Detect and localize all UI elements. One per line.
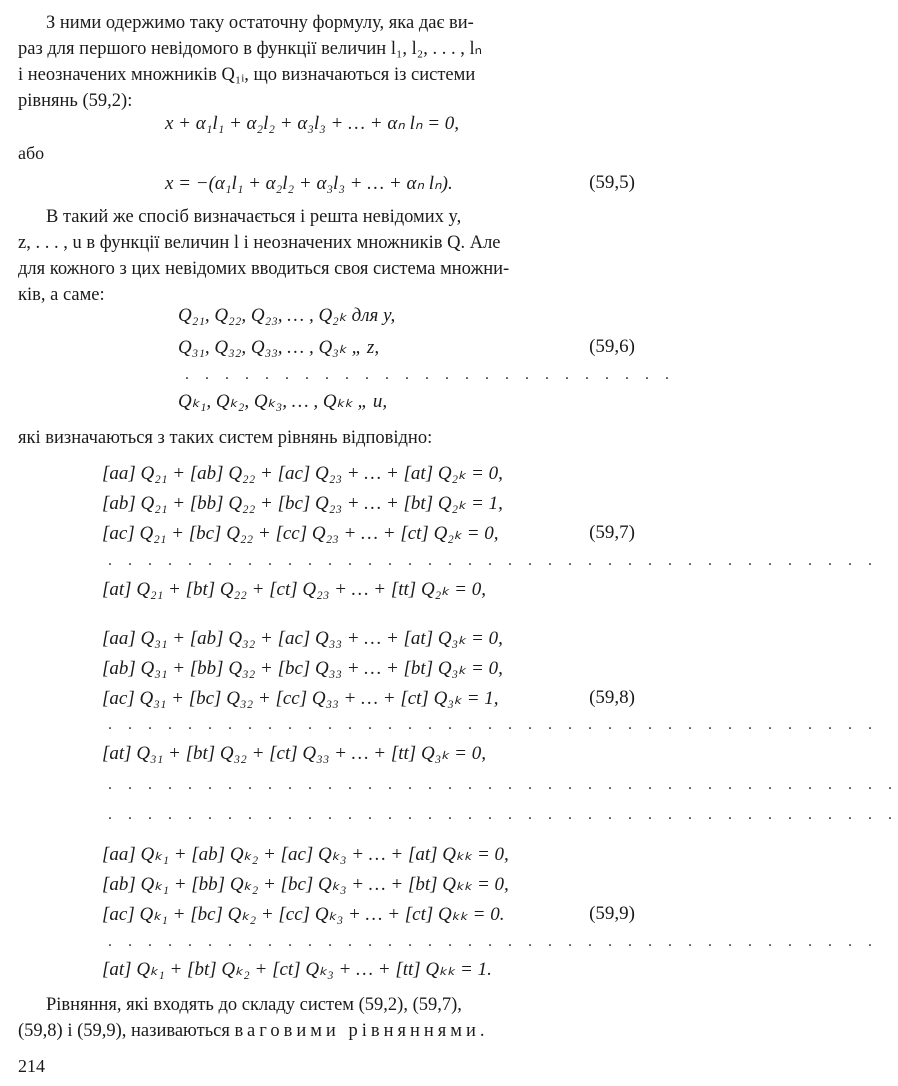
equation-number-59-5: (59,5) bbox=[589, 172, 635, 193]
page-number: 214 bbox=[18, 1056, 45, 1076]
equation-number-59-9: (59,9) bbox=[589, 903, 635, 924]
system-59-7-last: [at] Q₂₁ + [bt] Q₂₂ + [ct] Q₂₃ + … + [tt] Q₂ₖ = 0, bbox=[102, 579, 486, 600]
emphasized-term: ваговими рівняннями. bbox=[234, 1021, 489, 1041]
equation-number-59-7: (59,7) bbox=[589, 522, 635, 543]
intro-paragraph bbox=[18, 10, 638, 114]
intro-line: і неозначених множників Q₁ᵢ, що визначаються із системи bbox=[18, 65, 476, 85]
closing-line-2-text: (59,8) і (59,9), називаються bbox=[18, 1021, 230, 1041]
intro-line: З ними одержимо таку остаточну формулу, яка дає ви- bbox=[46, 13, 474, 33]
word-abo: або bbox=[18, 143, 45, 163]
equation-number-59-8: (59,8) bbox=[589, 687, 635, 708]
multipliers-row-u: Qₖ₁, Qₖ₂, Qₖ₃, … , Qₖₖ „ u, bbox=[178, 391, 388, 412]
system-59-8-eq3: [ac] Q₃₁ + [bc] Q₃₂ + [cc] Q₃₃ + … + [ct] Q₃ₖ = 1, bbox=[102, 688, 499, 709]
equation-x-sum: x + α₁l₁ + α₂l₂ + α₃l₃ + … + αₙ lₙ = 0, bbox=[165, 113, 460, 134]
paragraph-line: z, . . . , u в функції величин l і неозначених множників Q. Але bbox=[18, 233, 501, 253]
systems-intro-line: які визначаються з таких систем рівнянь відповідно: bbox=[18, 428, 433, 448]
system-59-7-dots: . . . . . . . . . . . . . . . . . . . . . . . . . . . . . . . . . . . . . . . bbox=[108, 552, 878, 569]
system-59-9-last: [at] Qₖ₁ + [bt] Qₖ₂ + [ct] Qₖ₃ + … + [tt] Qₖₖ = 1. bbox=[102, 959, 492, 980]
closing-paragraph bbox=[18, 992, 638, 1044]
system-59-9-dots: . . . . . . . . . . . . . . . . . . . . . . . . . . . . . . . . . . . . . . . bbox=[108, 933, 878, 950]
system-59-9-eq1: [aa] Qₖ₁ + [ab] Qₖ₂ + [ac] Qₖ₃ + … + [at] Qₖₖ = 0, bbox=[102, 844, 509, 865]
system-59-8-last: [at] Q₃₁ + [bt] Q₃₂ + [ct] Q₃₃ + … + [tt] Q₃ₖ = 0, bbox=[102, 743, 486, 764]
paragraph-line: ків, а саме: bbox=[18, 285, 105, 305]
system-59-9-eq2: [ab] Qₖ₁ + [bb] Qₖ₂ + [bc] Qₖ₃ + … + [bt] Qₖₖ = 0, bbox=[102, 874, 509, 895]
system-59-7-eq2: [ab] Q₂₁ + [bb] Q₂₂ + [bc] Q₂₃ + … + [bt] Q₂ₖ = 1, bbox=[102, 493, 503, 514]
closing-line-2 bbox=[18, 1018, 638, 1044]
system-59-9-eq3: [ac] Qₖ₁ + [bc] Qₖ₂ + [cc] Qₖ₃ + … + [ct] Qₖₖ = 0. bbox=[102, 904, 505, 925]
intro-line: раз для першого невідомого в функції величин l₁, l₂, . . . , lₙ bbox=[18, 39, 483, 59]
multipliers-dots: . . . . . . . . . . . . . . . . . . . . . . . . . bbox=[185, 366, 675, 383]
separator-dots-2: . . . . . . . . . . . . . . . . . . . . . . . . . . . . . . . . . . . . . . . . bbox=[108, 806, 898, 823]
intro-line: рівнянь (59,2): bbox=[18, 91, 133, 111]
closing-line-1: Рівняння, які входять до складу систем (59,2), (59,7), bbox=[46, 995, 462, 1015]
equation-number-59-6: (59,6) bbox=[589, 336, 635, 357]
system-59-7-eq3: [ac] Q₂₁ + [bc] Q₂₂ + [cc] Q₂₃ + … + [ct] Q₂ₖ = 0, bbox=[102, 523, 499, 544]
system-59-8-eq1: [aa] Q₃₁ + [ab] Q₃₂ + [ac] Q₃₃ + … + [at] Q₃ₖ = 0, bbox=[102, 628, 503, 649]
multipliers-row-y: Q₂₁, Q₂₂, Q₂₃, … , Q₂ₖ для y, bbox=[178, 305, 396, 326]
system-59-7-eq1: [aa] Q₂₁ + [ab] Q₂₂ + [ac] Q₂₃ + … + [at] Q₂ₖ = 0, bbox=[102, 463, 503, 484]
system-59-8-eq2: [ab] Q₃₁ + [bb] Q₃₂ + [bc] Q₃₃ + … + [bt] Q₃ₖ = 0, bbox=[102, 658, 503, 679]
paragraph-line: В такий же спосіб визначається і решта невідомих y, bbox=[46, 207, 462, 227]
equation-59-5: x = −(α₁l₁ + α₂l₂ + α₃l₃ + … + αₙ lₙ). bbox=[165, 173, 453, 194]
system-59-8-dots: . . . . . . . . . . . . . . . . . . . . . . . . . . . . . . . . . . . . . . . bbox=[108, 716, 878, 733]
paragraph-other-unknowns bbox=[18, 204, 638, 308]
multipliers-row-z: Q₃₁, Q₃₂, Q₃₃, … , Q₃ₖ „ z, bbox=[178, 337, 380, 358]
separator-dots-1: . . . . . . . . . . . . . . . . . . . . . . . . . . . . . . . . . . . . . . . . bbox=[108, 776, 898, 793]
paragraph-line: для кожного з цих невідомих вводиться своя система множни- bbox=[18, 259, 510, 279]
